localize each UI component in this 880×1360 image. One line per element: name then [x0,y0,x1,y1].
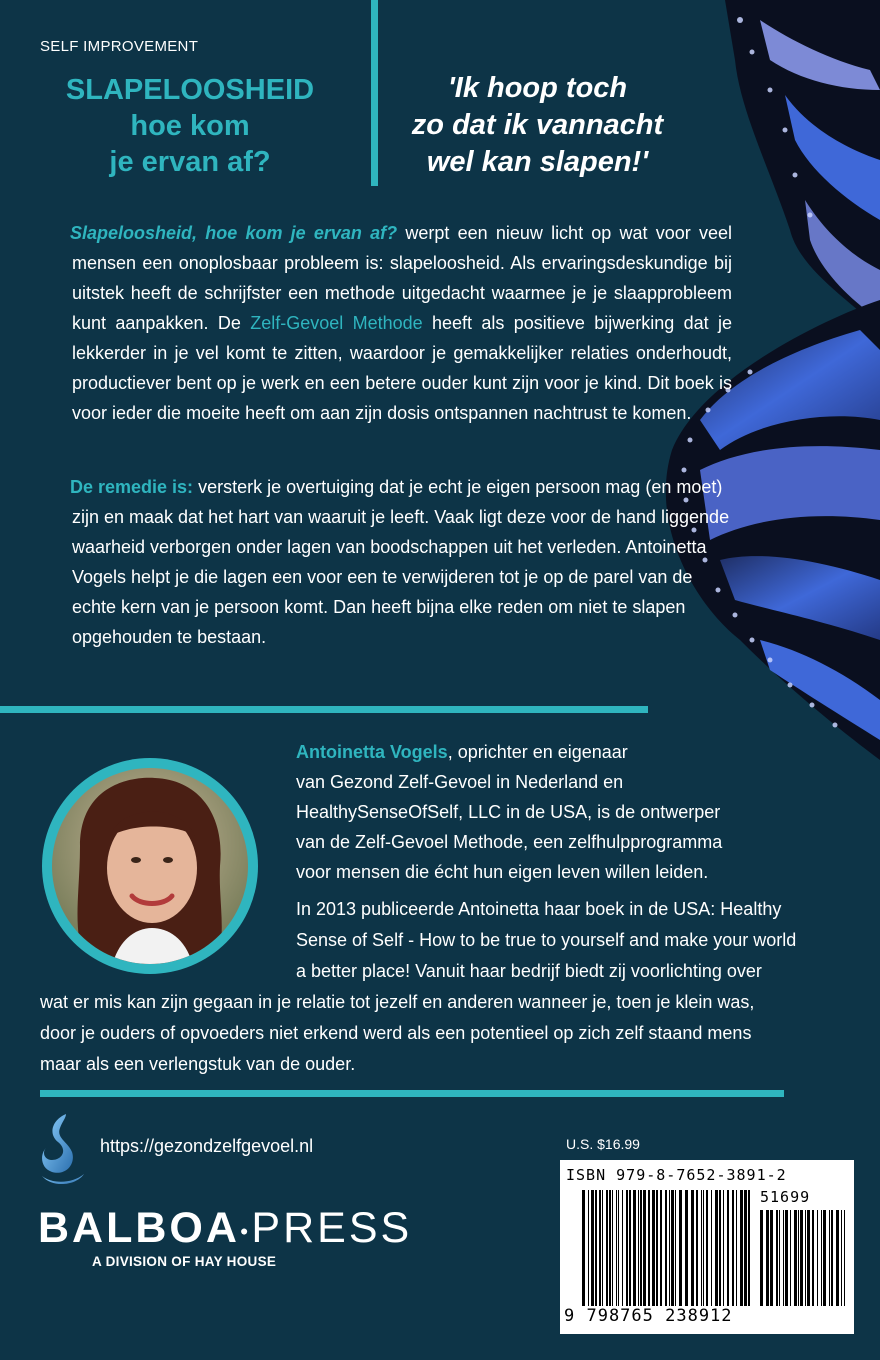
bio-line: a better place! Vanuit haar bedrijf biedt zij voorlichting over [296,961,762,981]
cover-quote [395,70,680,181]
quote-line: 'Ik hoop toch [447,72,628,104]
blurb-text: werpt een nieuw licht op wat voor veel mensen een onoplosbaar probleem is: slapeloosheid. Als ervaringsdeskundige bij uitstek heeft de schrijfster een methode uitgedacht waarmee je je slaapprobleem kunt aanpakken. De [72,223,732,333]
author-photo [40,756,260,976]
method-name: Zelf-Gevoel Methode [250,313,423,333]
horizontal-divider [0,706,648,713]
title-line: je ervan af? [109,146,271,178]
blurb-lead: Slapeloosheid, hoe kom je ervan af? [70,223,398,243]
vertical-divider [371,0,378,186]
bio-line: voor mensen die écht hun eigen leven willen leiden. [296,862,709,882]
title-line: SLAPELOOSHEID [65,74,315,106]
bio-line: van de Zelf-Gevoel Methode, een zelfhulpprogramma [296,832,723,852]
bio-line: Sense of Self - How to be true to yourself and make your world [296,930,797,950]
bio-line: In 2013 publiceerde Antoinetta haar boek in de USA: Healthy [296,899,782,919]
blurb-paragraph-2 [72,472,732,652]
isbn-barcode [560,1160,854,1334]
publisher-name-regular: PRESS [251,1204,413,1252]
bio-line: wat er mis kan zijn gegaan in je relatie tot jezelf en anderen wanneer je, toen je klein was, [40,992,755,1012]
isbn-number: ISBN 979-8-7652-3891-2 [566,1166,787,1184]
publisher-logo: BALBOA●PRESS [38,1204,413,1252]
blurb-paragraph-1 [72,218,732,428]
horizontal-divider [40,1090,784,1097]
bio-line: door je ouders of opvoeders niet erkend werd als een potentieel op zich zelf staand mens [40,1023,752,1043]
bio-line: HealthySenseOfSelf, LLC in de USA, is de ontwerper [296,802,721,822]
bio-text: , oprichter en eigenaar [447,742,628,762]
blurb-text: heeft als positieve bijwerking dat je lekkerder in je vel komt te zitten, waardoor je gemakkelijker relaties onderhoudt, productiever bent op je werk en een betere ouder kunt zijn voor je kind. Dit boek is voor ieder die moeite heeft om aan zijn dosis ontspannen nachtrust te komen. [72,313,732,423]
author-bio-3 [40,956,860,1080]
barcode-number: 9 798765 238912 [564,1306,733,1326]
remedy-lead: De remedie is: [70,477,194,497]
quote-line: wel kan slapen!' [426,146,649,178]
quote-line: zo dat ik vannacht [411,109,664,141]
price-label: U.S. $16.99 [566,1136,640,1152]
balboa-swirl-icon [38,1110,88,1188]
price-code: 51699 [760,1188,811,1206]
bio-line: maar als een verlengstuk van de ouder. [40,1054,356,1074]
author-name: Antoinetta Vogels [296,742,448,762]
website-link[interactable]: https://gezondzelfgevoel.nl [100,1136,314,1156]
blurb-text: versterk je overtuiging dat je echt je eigen persoon mag (en moet) zijn en maak dat het hart van waaruit je leeft. Vaak ligt deze voor de hand liggende waarheid verborgen onder lagen van boodschappen uit het verleden. Antoinetta Vogels helpt je die lagen een voor een te verwijderen tot je op de parel van de echte kern van je persoon komt. Dan heeft bijna elke reden om niet te slapen opgehouden te bestaan. [72,477,730,647]
bio-line: van Gezond Zelf-Gevoel in Nederland en [296,772,624,792]
book-category: SELF IMPROVEMENT [40,38,199,55]
author-bio [296,737,796,887]
publisher-division: A DIVISION OF HAY HOUSE [92,1254,277,1269]
book-title [40,72,340,180]
title-line: hoe kom [130,110,250,142]
author-bio-2 [296,894,846,956]
publisher-name-bold: BALBOA [38,1204,240,1252]
